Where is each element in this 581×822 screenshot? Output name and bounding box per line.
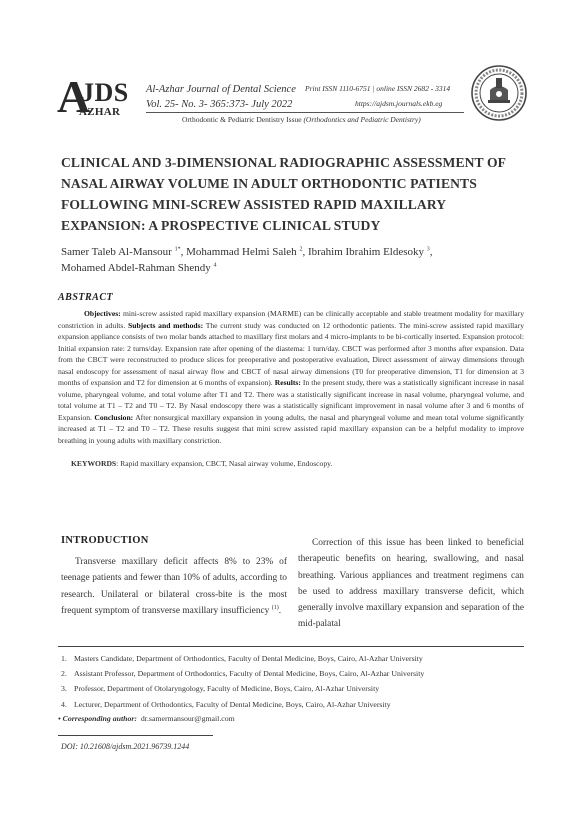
affiliation-item: 3. Professor, Department of Otolaryngology, Faculty of Medicine, Boys, Cairo, Al-Azhar University	[61, 684, 380, 694]
abstract-body: Objectives: mini-screw assisted rapid maxillary expansion (MARME) can be clinically acceptable and stable treatment modality for maxillary constriction in adults. Subjects and methods: The current study was conducted on 12 orthodontic patients. The mini-screw assisted rapid maxillary expansion appliance consists of two molar bands attached to maxillary first molars and 4 micro-implants to be bi-cortically inserted. Expansion protocol: Initial expansion rate: 2 turns/day. Expansion rate after opening of the diastema: 1 turn/day. CBCT was performed after 3 months after expansion. Data from the CBCT were reconstructed to produce slices for preoperative and postoperative evaluation, Direct assessment of airway dimensions through nasal endoscopy for assessment of nasal airway flow and CBCT of nasal airway dimensions (T0 for preoperative dimension, T1 for dimension at 3 months of expansion and T2 for dimension at 6 months of expansion). Results: In the present study, there was a statistically significant increase in nasal volume, pharyngeal volume, and total volume after T1 and T2. There was a statistically significant increase in nasal volume, pharyngeal volume, and total volume at T1 – T2 and T0 – T2. By Nasal endoscopy there was a statistically significant improvement in nasal volume after 3 and 6 months of Expansion. Conclusion: After nonsurgical maxillary expansion in young adults, the nasal and pharyngeal volume and mean total volume significantly increased at T1 – T2 and T0 – T2. These results suggest that mini screw assisted rapid maxillary expansion can be a helpful modality to improve breathing in young adults with maxillary constriction.	[58, 309, 524, 446]
corresponding-author	[58, 714, 235, 723]
intro-left-column: Transverse maxillary deficit affects 8% to 23% of teenage patients and fewer than 10% of adults, according to research. Unilateral or bilateral cross-bite is the most frequent symptom of transverse maxillary insufficiency $^{(1)}$.	[61, 557, 287, 616]
author-4: Mohamed Abdel-Rahman Shendy $^4$	[61, 262, 217, 274]
affiliation-item: 2. Assistant Professor, Department of Orthodontics, Faculty of Dental Medicine, Boys, Cairo, Al-Azhar University	[61, 669, 425, 679]
affiliation-list	[61, 651, 531, 712]
objectives-label: Objectives:	[84, 309, 121, 318]
header-divider	[146, 112, 464, 113]
author-3: Ibrahim Ibrahim Eldesoky $^3$,	[307, 246, 433, 258]
corresponding-email[interactable]: dr.samermansour@gmail.com	[140, 714, 235, 723]
logo-letter-a: A	[57, 71, 91, 122]
journal-name: Al-Azhar Journal of Dental Science	[146, 84, 296, 95]
author-2: Mohammad Helmi Saleh $^2$,	[186, 246, 308, 258]
logo-azhar: AZHAR	[79, 106, 121, 118]
footnote-divider	[58, 646, 524, 647]
author-1: Samer Taleb Al-Mansour $^{1*}$,	[61, 246, 187, 258]
university-seal-icon	[470, 64, 528, 122]
keywords-text: : Rapid maxillary expansion, CBCT, Nasal airway volume, Endoscopy.	[116, 459, 333, 468]
intro-right-column: Correction of this issue has been linked to beneficial therapeutic benefits on hearing, swallowing, and nasal breathing. Various appliances and treatment regimens can be used to address maxillary transverse deficit, which generally involve maxillary expansion and separation of the mid-palatal	[298, 538, 524, 630]
affiliation-item: 4. Lecturer, Department of Orthodontics, Faculty of Dental Medicine, Boys, Cairo, Al-Azhar University	[61, 699, 391, 709]
keywords-label: KEYWORDS	[71, 459, 117, 468]
issue-italic: (Orthodontics and Pediatric Dentistry)	[303, 115, 421, 124]
journal-url[interactable]: https://ajdsm.journals.ekb.eg	[355, 99, 443, 108]
affiliation-item: 1. Masters Candidate, Department of Orthodontics, Faculty of Dental Medicine, Boys, Cairo, Al-Azhar University	[61, 654, 423, 663]
conclusion-label: Conclusion:	[94, 412, 134, 422]
subjects-label: Subjects and methods:	[128, 320, 204, 330]
doi-divider	[58, 735, 213, 736]
author-list	[61, 244, 531, 276]
abstract-heading: ABSTRACT	[58, 292, 114, 303]
doi[interactable]: DOI: 10.21608/ajdsm.2021.96739.1244	[61, 742, 190, 751]
journal-logo	[57, 71, 129, 122]
paper-title: CLINICAL AND 3-DIMENSIONAL RADIOGRAPHIC ASSESSMENT OF NASAL AIRWAY VOLUME IN ADULT ORTHODONTIC PATIENTS FOLLOWING MINI-SCREW ASSISTED RAPID MAXILLARY EXPANSION: A PROSPECTIVE CLINICAL STUDY	[61, 155, 506, 233]
results-label: Results:	[274, 378, 301, 388]
introduction-heading: INTRODUCTION	[61, 535, 149, 546]
citation: (1)	[271, 604, 279, 611]
issue-line	[182, 115, 421, 124]
corresponding-label: • Corresponding author:	[58, 714, 137, 723]
volume-info: Vol. 25- No. 3- 365:373- July 2022	[146, 99, 293, 110]
logo-jds: JDS	[81, 78, 129, 107]
keywords	[71, 459, 531, 468]
issn-info: Print ISSN 1110-6751 | online ISSN 2682 - 3314	[305, 84, 451, 93]
issue-prefix: Orthodontic & Pediatric Dentistry Issue	[182, 115, 304, 124]
